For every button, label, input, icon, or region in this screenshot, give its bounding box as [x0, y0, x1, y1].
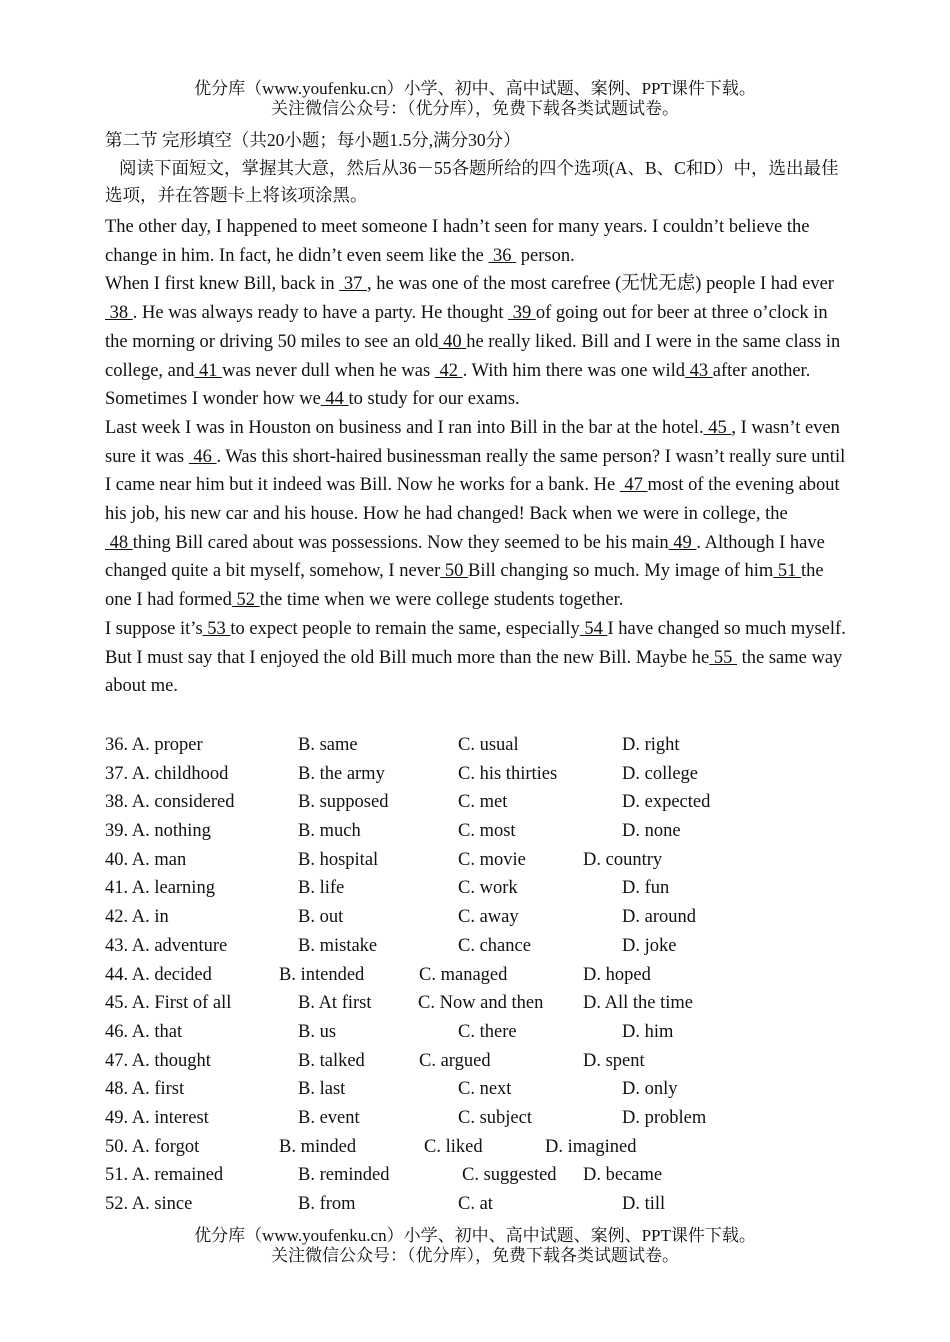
option-a: 36. A. proper — [105, 735, 203, 755]
blank-number: 46 — [188, 446, 217, 467]
option-row — [105, 846, 865, 875]
blank-number: 39 — [508, 303, 536, 324]
blank-number: 55 — [709, 647, 737, 668]
option-b: B. At first — [298, 993, 372, 1014]
option-b: B. intended — [279, 964, 365, 985]
option-row — [105, 903, 865, 932]
option-a: 47. A. thought — [105, 1050, 211, 1071]
blank-number: 51 — [773, 561, 802, 582]
passage-text: I suppose it’s — [105, 618, 203, 639]
blank-number: 40 — [438, 331, 467, 352]
option-a: 46. A. that — [105, 1021, 183, 1042]
passage-text: after another. Sometimes I wonder how we — [105, 360, 811, 410]
passage-paragraph — [105, 213, 850, 270]
option-c: C. managed — [419, 964, 508, 985]
option-b: B. much — [298, 821, 361, 842]
option-row — [105, 1133, 865, 1162]
option-a: 48. A. first — [105, 1079, 185, 1100]
passage-paragraph — [105, 414, 850, 615]
option-a: 42. A. in — [105, 907, 169, 928]
option-row — [105, 932, 865, 961]
option-d: D. imagined — [545, 1136, 637, 1157]
option-row — [105, 961, 865, 990]
option-c: C. away — [458, 907, 519, 928]
passage-text: . He was always ready to have a party. He thought — [132, 303, 509, 324]
footer-line-2: 关注微信公众号：（优分库），免费下载各类试题试卷。 — [271, 1246, 679, 1265]
passage-text: the one I had formed — [105, 561, 824, 611]
option-d: D. fun — [622, 878, 670, 899]
option-b: B. event — [298, 1107, 360, 1128]
option-a: 50. A. forgot — [105, 1136, 200, 1157]
blank-number: 44 — [320, 389, 349, 410]
blank-number: 38 — [105, 303, 133, 324]
passage-text: I have changed so much myself. But I must say that I enjoyed the old Bill much more than the new Bill. Maybe he — [105, 618, 846, 668]
option-a: 37. A. childhood — [105, 763, 229, 784]
option-a: 43. A. adventure — [105, 935, 228, 956]
passage-text: . Although I have changed quite a bit myself, somehow, I never — [105, 532, 825, 582]
option-d: D. around — [622, 907, 696, 928]
option-c: C. usual — [458, 735, 519, 755]
option-c: C. argued — [419, 1050, 491, 1071]
blank-number: 37 — [339, 274, 368, 295]
header-line-1: 优分库（www.youfenku.cn）小学、初中、高中试题、案例、PPT课件下载。 — [194, 79, 756, 98]
option-b: B. life — [298, 878, 345, 899]
footer-line-1: 优分库（www.youfenku.cn）小学、初中、高中试题、案例、PPT课件下载。 — [194, 1226, 756, 1245]
option-a: 45. A. First of all — [105, 993, 232, 1014]
option-b: B. us — [298, 1021, 337, 1042]
option-d: D. country — [583, 849, 663, 870]
option-c: C. next — [458, 1079, 512, 1100]
option-c: C. suggested — [462, 1165, 557, 1186]
option-row — [105, 1161, 865, 1190]
option-c: C. his thirties — [458, 763, 558, 784]
option-a: 39. A. nothing — [105, 821, 211, 842]
option-a: 52. A. since — [105, 1194, 193, 1214]
option-d: D. All the time — [583, 993, 693, 1014]
passage-text: The other day, I happened to meet someone I hadn’t seen for many years. I couldn’t believe the change in him. In fact, he didn’t even seem like the — [105, 217, 810, 266]
blank-number: 41 — [194, 360, 223, 381]
option-row — [105, 874, 865, 903]
blank-number: 36 — [488, 245, 517, 266]
blank-number: 42 — [434, 360, 463, 381]
option-d: D. hoped — [583, 964, 651, 985]
option-b: B. last — [298, 1079, 346, 1100]
blank-number: 49 — [668, 532, 697, 553]
option-d: D. spent — [583, 1050, 645, 1071]
cloze-passage — [105, 213, 850, 701]
option-d: D. right — [622, 735, 680, 755]
option-row — [105, 1104, 865, 1133]
option-b: B. minded — [279, 1136, 357, 1157]
passage-text: the time when we were college students together. — [259, 590, 624, 611]
option-d: D. college — [622, 763, 699, 784]
option-row — [105, 788, 865, 817]
passage-text: . Was this short-haired businessman really the same person? I wasn’t really sure until I came near him but it indeed was Bill. Now he works for a bank. He — [105, 446, 846, 496]
option-c: C. liked — [424, 1136, 483, 1157]
option-d: D. became — [583, 1165, 663, 1186]
passage-text: thing Bill cared about was possessions. Now they seemed to be his main — [132, 532, 669, 553]
option-b: B. same — [298, 735, 358, 755]
section-title: 第二节 完形填空（共20小题；每小题1.5分,满分30分） — [105, 130, 521, 150]
passage-text: . With him there was one wild — [462, 360, 685, 381]
option-d: D. problem — [622, 1107, 707, 1128]
option-b: B. talked — [298, 1050, 365, 1071]
page-header — [0, 79, 950, 119]
passage-text: was never dull when he was — [222, 360, 435, 381]
option-row — [105, 1190, 865, 1219]
option-c: C. chance — [458, 935, 531, 956]
passage-text: he really liked. Bill and I were in the same class in college, and — [105, 331, 841, 381]
passage-text: Last week I was in Houston on business and I ran into Bill in the bar at the hotel. — [105, 417, 704, 438]
blank-number: 48 — [105, 532, 133, 553]
option-b: B. from — [298, 1194, 356, 1214]
option-b: B. out — [298, 907, 344, 928]
option-row — [105, 1018, 865, 1047]
passage-text: When I first knew Bill, back in — [105, 274, 340, 295]
option-d: D. till — [622, 1194, 666, 1214]
option-c: C. most — [458, 821, 516, 842]
option-d: D. only — [622, 1079, 678, 1100]
blank-number: 53 — [202, 618, 231, 639]
passage-paragraph — [105, 615, 850, 701]
option-a: 44. A. decided — [105, 964, 212, 985]
blank-number: 50 — [440, 561, 469, 582]
option-a: 49. A. interest — [105, 1107, 209, 1128]
option-row — [105, 817, 865, 846]
passage-text: most of the evening about his job, his new car and his house. How he had changed! Back when we were in college, the — [105, 475, 840, 525]
option-c: C. movie — [458, 849, 526, 870]
option-row — [105, 989, 865, 1018]
option-d: D. none — [622, 821, 681, 842]
passage-text: to study for our exams. — [348, 389, 520, 410]
page-footer — [0, 1226, 950, 1266]
blank-number: 52 — [231, 590, 260, 611]
option-b: B. reminded — [298, 1165, 390, 1186]
blank-number: 43 — [684, 360, 713, 381]
option-a: 38. A. considered — [105, 792, 235, 813]
option-row — [105, 760, 865, 789]
passage-text: , he was one of the most carefree (无忧无虑) people I had ever — [367, 274, 834, 295]
options-list — [105, 731, 865, 1219]
option-c: C. at — [458, 1194, 493, 1214]
option-c: C. Now and then — [418, 993, 544, 1014]
option-c: C. work — [458, 878, 518, 899]
passage-text: Bill changing so much. My image of him — [468, 561, 774, 582]
passage-text: , I wasn’t even sure it was — [105, 417, 840, 467]
option-b: B. the army — [298, 763, 385, 784]
passage-text: of going out for beer at three o’clock in the morning or driving 50 miles to see an old — [105, 303, 828, 352]
blank-number: 54 — [579, 618, 608, 639]
option-b: B. supposed — [298, 792, 389, 813]
option-d: D. him — [622, 1021, 674, 1042]
option-b: B. hospital — [298, 849, 379, 870]
option-c: C. there — [458, 1021, 517, 1042]
option-d: D. expected — [622, 792, 711, 813]
blank-number: 47 — [619, 475, 648, 496]
header-line-2: 关注微信公众号：（优分库），免费下载各类试题试卷。 — [271, 99, 679, 118]
option-c: C. subject — [458, 1107, 532, 1128]
option-c: C. met — [458, 792, 508, 813]
option-a: 41. A. learning — [105, 878, 215, 899]
option-row — [105, 731, 865, 760]
passage-text: the same way about me. — [105, 647, 843, 697]
blank-number: 45 — [703, 417, 732, 438]
option-b: B. mistake — [298, 935, 378, 956]
option-row — [105, 1047, 865, 1076]
passage-paragraph — [105, 270, 850, 414]
option-a: 51. A. remained — [105, 1165, 224, 1186]
option-a: 40. A. man — [105, 849, 187, 870]
instruction-text: 阅读下面短文，掌握其大意，然后从36－55各题所给的四个选项(A、B、C和D）中，选出最佳选项，并在答题卡上将该项涂黑。 — [105, 158, 839, 205]
option-row — [105, 1075, 865, 1104]
passage-text: to expect people to remain the same, especially — [230, 618, 580, 639]
option-d: D. joke — [622, 935, 677, 956]
passage-text: person. — [516, 245, 575, 266]
